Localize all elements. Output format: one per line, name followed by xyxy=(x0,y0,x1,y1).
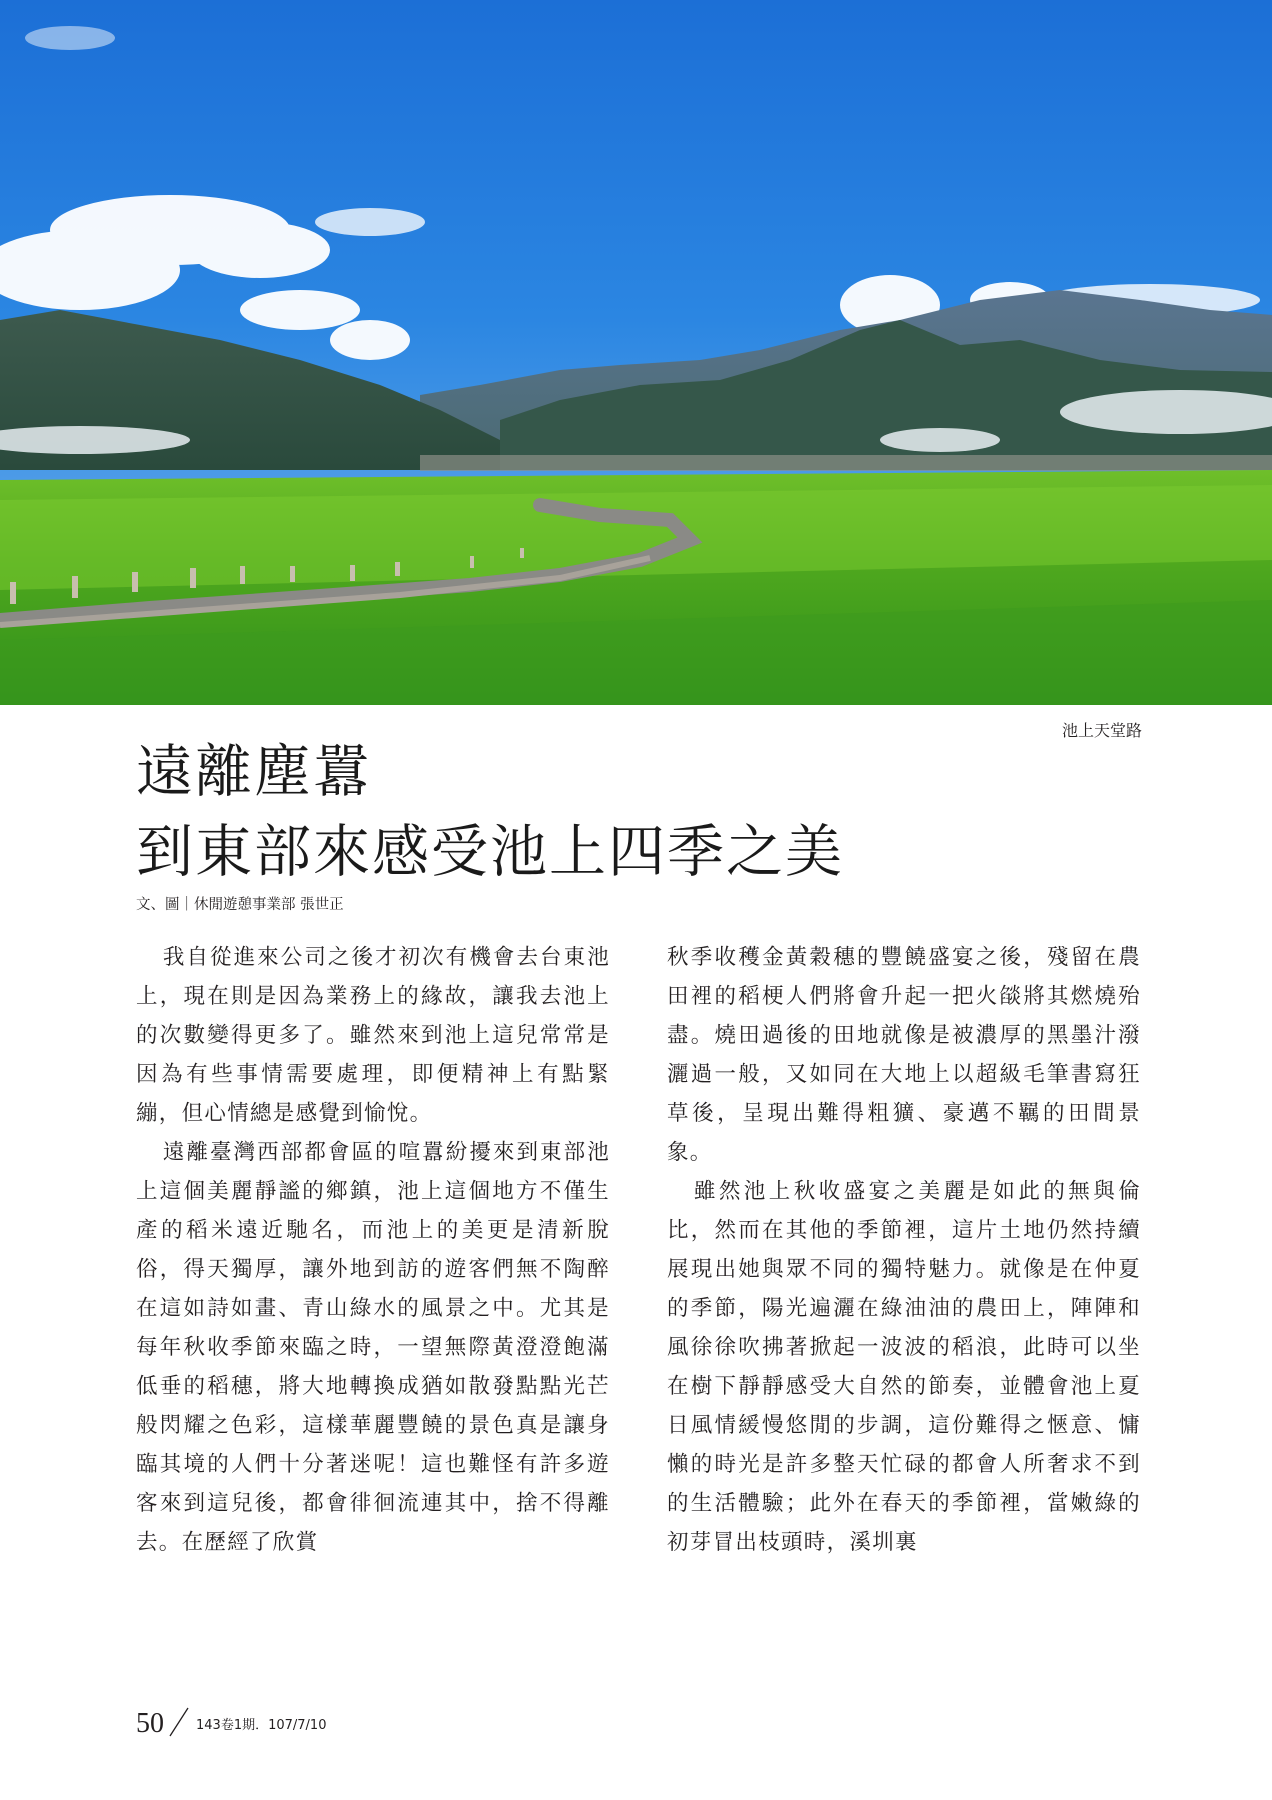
right-column xyxy=(667,938,1141,1562)
title-line-1: 遠離塵囂 xyxy=(136,739,372,805)
paragraph: 遠離臺灣西部都會區的喧囂紛擾來到東部池上這個美麗靜謐的鄉鎮，池上這個地方不僅生產的稻米遠近馳名，而池上的美更是清新脫俗，得天獨厚，讓外地到訪的遊客們無不陶醉在這如詩如畫、青山綠水的風景之中。尤其是每年秋收季節來臨之時，一望無際黃澄澄飽滿低垂的稻穗，將大地轉換成猶如散發點點光芒般閃耀之色彩，這樣華麗豐饒的景色真是讓身臨其境的人們十分著迷呢！這也難怪有許多遊客來到這兒後，都會徘徊流連其中，捨不得離去。在歷經了欣賞 xyxy=(136,1140,610,1555)
photo-caption: 池上天堂路 xyxy=(1061,721,1142,740)
paragraph: 雖然池上秋收盛宴之美麗是如此的無與倫比，然而在其他的季節裡，這片土地仍然持續展現出她與眾不同的獨特魅力。就像是在仲夏的季節，陽光遍灑在綠油油的農田上，陣陣和風徐徐吹拂著掀起一波波的稻浪，此時可以坐在樹下靜靜感受大自然的節奏，並體會池上夏日風情緩慢悠閒的步調，這份難得之愜意、慵懶的時光是許多整天忙碌的都會人所奢求不到的生活體驗；此外在春天的季節裡，當嫩綠的初芽冒出枝頭時，溪圳裏 xyxy=(667,1179,1141,1555)
paragraph: 秋季收穫金黃穀穗的豐饒盛宴之後，殘留在農田裡的稻梗人們將會升起一把火燄將其燃燒殆盡。燒田過後的田地就像是被濃厚的黑墨汁潑灑過一般，又如同在大地上以超級毛筆書寫狂草後，呈現出難得粗獷、豪邁不羈的田間景象。 xyxy=(667,945,1141,1165)
byline: 文、圖｜休閒遊憩事業部 張世正 xyxy=(136,897,344,913)
title-line-2: 到東部來感受池上四季之美 xyxy=(136,819,844,885)
hero-photo xyxy=(0,0,1272,705)
issue-info: 143卷1期．107/7/10 xyxy=(196,1718,327,1733)
page-number: 50 xyxy=(136,1708,164,1739)
slash-divider-icon xyxy=(168,1706,190,1738)
left-column xyxy=(136,938,610,1562)
landscape-photo-illustration xyxy=(0,0,1272,705)
article-title xyxy=(136,732,844,892)
page-footer xyxy=(136,1702,326,1738)
paragraph: 我自從進來公司之後才初次有機會去台東池上，現在則是因為業務上的緣故，讓我去池上的次數變得更多了。雖然來到池上這兒常常是因為有些事情需要處理，即便精神上有點緊繃，但心情總是感覺到愉悅。 xyxy=(136,945,610,1126)
